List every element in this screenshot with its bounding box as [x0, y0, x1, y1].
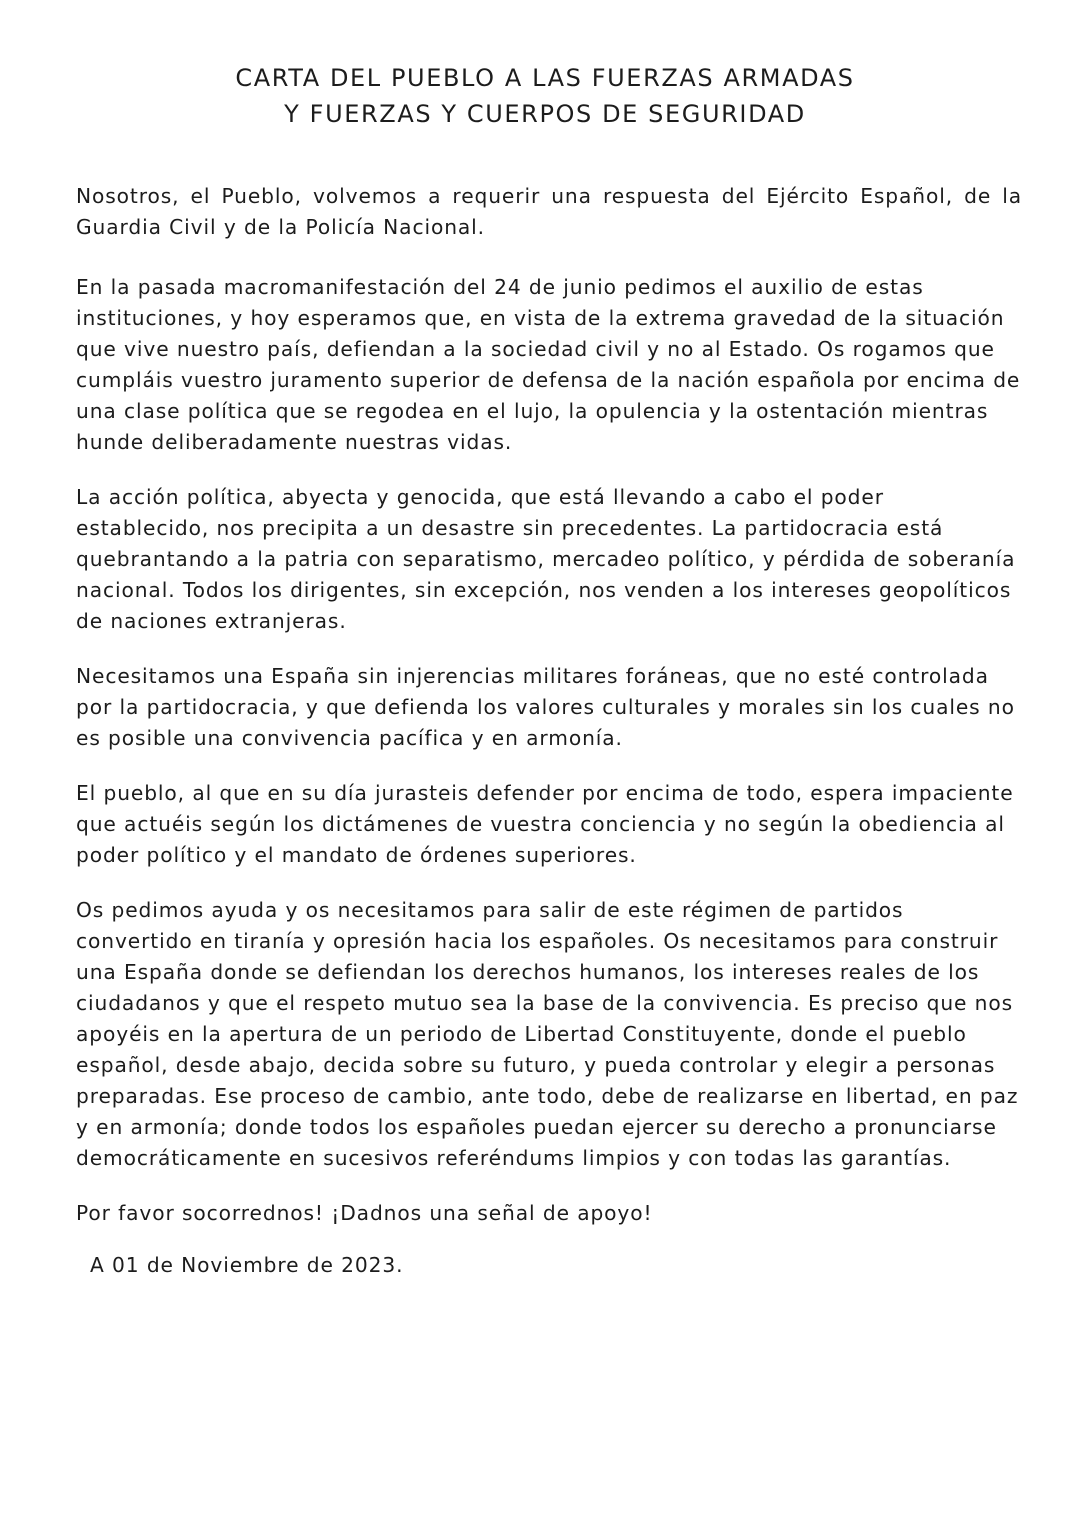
letter-date: A 01 de Noviembre de 2023. [90, 1253, 404, 1277]
letter-body [76, 181, 1022, 1305]
paragraph-request: En la pasada macromanifestación del 24 de junio pedimos el auxilio de estas instituciones, y hoy esperamos que, en vista de la extrema gravedad de la situación que vive nuestro país, defiendan a la sociedad civil y no al Estado. Os rogamos que cumpláis vuestro juramento superior de defensa de la nación española por encima de una clase política que se regodea en el lujo, la opulencia y la ostentación mientras hunde deliberadamente nuestras vidas. [76, 275, 1021, 454]
paragraph-intro: Nosotros, el Pueblo, volvemos a requerir una respuesta del Ejército Español, de la Guardia Civil y de la Policía Nacional. [76, 184, 1022, 239]
title-line-2: Y FUERZAS Y CUERPOS DE SEGURIDAD [284, 100, 806, 128]
paragraph-needs: Necesitamos una España sin injerencias militares foráneas, que no esté controlada por la partidocracia, y que defienda los valores culturales y morales sin los cuales no es posible una convivencia pacífica y en armonía. [76, 664, 1015, 750]
title-line-1: CARTA DEL PUEBLO A LAS FUERZAS ARMADAS [235, 64, 855, 92]
paragraph-people: El pueblo, al que en su día jurasteis defender por encima de todo, espera impaciente que actuéis según los dictámenes de vuestra conciencia y no según la obediencia al poder político y el mandato de órdenes superiores. [76, 781, 1014, 867]
paragraph-political-action: La acción política, abyecta y genocida, que está llevando a cabo el poder establecido, nos precipita a un desastre sin precedentes. La partidocracia está quebrantando a la patria con separatismo, mercadeo político, y pérdida de soberanía nacional. Todos los dirigentes, sin excepción, nos venden a los intereses geopolíticos de naciones extranjeras. [76, 485, 1016, 633]
paragraph-help: Os pedimos ayuda y os necesitamos para salir de este régimen de partidos convertido en tiranía y opresión hacia los españoles. Os necesitamos para construir una España donde se defiendan los derechos humanos, los intereses reales de los ciudadanos y que el respeto mutuo sea la base de la convivencia. Es preciso que nos apoyéis en la apertura de un periodo de Libertad Constituyente, donde el pueblo español, desde abajo, decida sobre su futuro, y pueda controlar y elegir a personas preparadas. Ese proceso de cambio, ante todo, debe de realizarse en libertad, en paz y en armonía; donde todos los españoles puedan ejercer su derecho a pronunciarse democráticamente en sucesivos referéndums limpios y con todas las garantías. [76, 898, 1019, 1170]
letter-title [0, 60, 1090, 132]
paragraph-plea: Por favor socorrednos! ¡Dadnos una señal de apoyo! [76, 1201, 653, 1225]
